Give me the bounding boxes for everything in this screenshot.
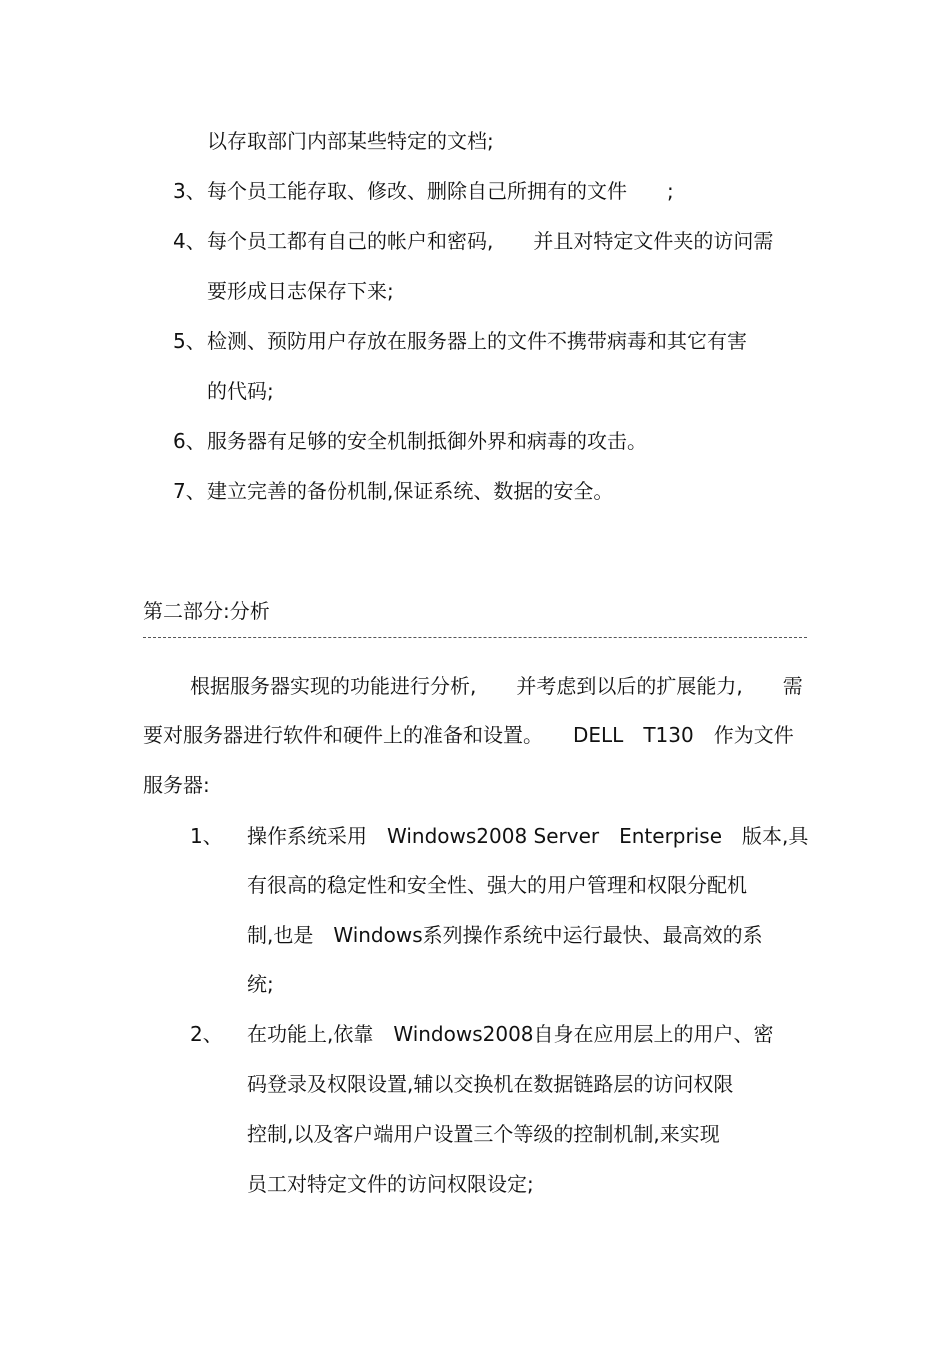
list-item-7-text: 建立完善的备份机制,保证系统、数据的安全。 — [207, 479, 614, 503]
list-item-2-continuation: 以存取部门内部某些特定的文档; — [207, 129, 494, 153]
intro-paragraph-line: 根据服务器实现的功能进行分析, 并考虑到以后的扩展能力, 需 — [190, 674, 803, 698]
analysis-item-1-text: 制,也是 Windows系列操作系统中运行最快、最高效的系 — [247, 923, 763, 947]
list-item-4-text: 每个员工都有自己的帐户和密码, 并且对特定文件夹的访问需 — [207, 229, 774, 253]
list-item-4-text: 要形成日志保存下来; — [207, 279, 394, 303]
list-item-3-text: 每个员工能存取、修改、删除自己所拥有的文件 ; — [207, 179, 674, 203]
analysis-item-1-text: 统; — [247, 972, 274, 996]
analysis-item-2-text: 控制,以及客户端用户设置三个等级的控制机制,来实现 — [247, 1122, 720, 1146]
analysis-item-1-text: 有很高的稳定性和安全性、强大的用户管理和权限分配机 — [247, 873, 747, 897]
analysis-item-2-text: 码登录及权限设置,辅以交换机在数据链路层的访问权限 — [247, 1072, 734, 1096]
intro-paragraph-line: 服务器: — [143, 773, 210, 797]
list-item-5-text: 检测、预防用户存放在服务器上的文件不携带病毒和其它有害 — [207, 329, 747, 353]
analysis-item-2-number: 2、 — [190, 1022, 223, 1046]
analysis-item-2-text: 在功能上,依靠 Windows2008自身在应用层上的用户、密 — [247, 1022, 774, 1046]
analysis-item-2-text: 员工对特定文件的访问权限设定; — [247, 1172, 534, 1196]
list-item-4-number: 4、 — [173, 229, 206, 253]
list-item-3-number: 3、 — [173, 179, 206, 203]
list-item-5-text: 的代码; — [207, 379, 274, 403]
intro-paragraph-line: 要对服务器进行软件和硬件上的准备和设置。 DELL T130 作为文件 — [143, 723, 794, 747]
section-heading: 第二部分:分析 — [143, 599, 270, 623]
section-divider — [143, 637, 807, 638]
list-item-6-number: 6、 — [173, 429, 206, 453]
list-item-6-text: 服务器有足够的安全机制抵御外界和病毒的攻击。 — [207, 429, 647, 453]
analysis-item-1-number: 1、 — [190, 824, 223, 848]
list-item-7-number: 7、 — [173, 479, 206, 503]
analysis-item-1-text: 操作系统采用 Windows2008 Server Enterprise 版本,具 — [247, 824, 809, 848]
list-item-5-number: 5、 — [173, 329, 206, 353]
